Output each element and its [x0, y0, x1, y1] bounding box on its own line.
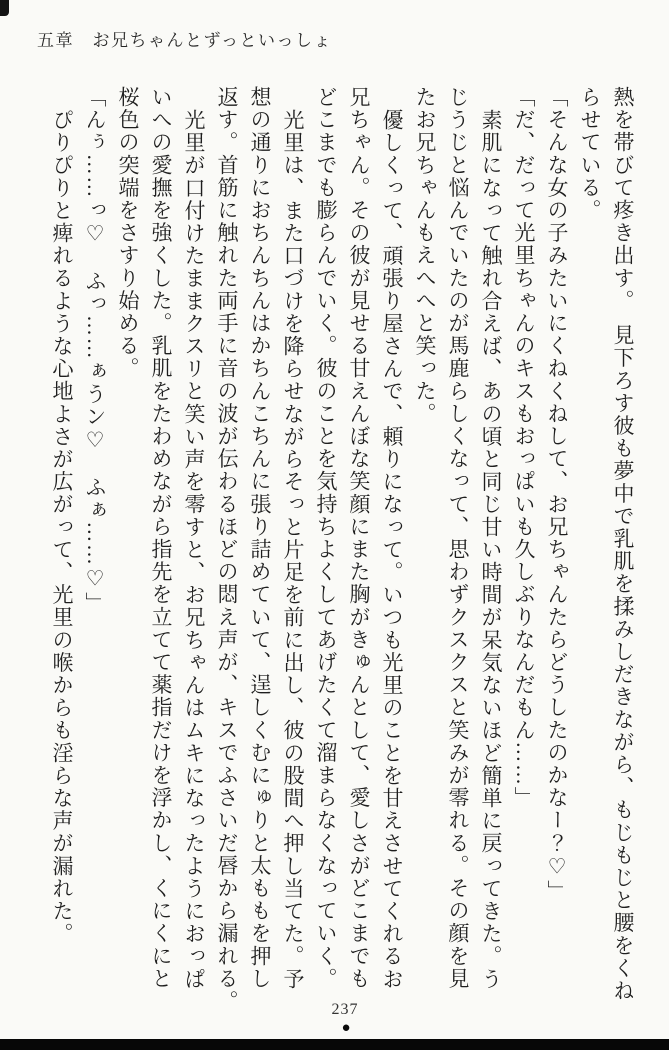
text-column: 素肌になって触れ合えば、あの頃と同じ甘い時間が呆気ないほど簡単に戻ってきた。う [479, 109, 503, 991]
text-column: いへの愛撫を強くした。乳肌をたわめながら指先を立てて薬指だけを浮かし、くにくにと [149, 86, 173, 990]
text-column: 光里が口付けたままクスリと笑い声を零すと、お兄ちゃんはムキになったようにおっぱ [182, 109, 206, 991]
text-column: 「そんな女の子みたいにくねくねして、お兄ちゃんたらどうしたのかなー？♡」 [545, 86, 569, 903]
text-column: 熱を帯びて疼き出す。 見下ろす彼も夢中で乳肌を揉みしだきながら、もじもじと腰をくね [611, 86, 635, 1003]
text-column: 想の通りにおちんちんはかちんこちんに張り詰めていて、逞しくむにゅりと太ももを押し [248, 86, 272, 990]
text-column: どこまでも膨らんでいく。彼のことを気持ちよくしてあげたくて溜まらなくなっていく。 [314, 86, 338, 990]
text-column: ぴりぴりと痺れるような心地よさが広がって、光里の喉からも淫らな声が漏れた。 [50, 109, 74, 946]
scan-edge-bar [0, 1039, 669, 1050]
text-column: 桜色の突端をさすり始める。 [116, 86, 140, 380]
chapter-header: 五章 お兄ちゃんとずっといっしょ [37, 31, 332, 50]
text-column: たお兄ちゃんもえへへと笑った。 [413, 86, 437, 425]
scan-artifact-corner [0, 0, 9, 16]
text-column: らせている。 [578, 86, 602, 222]
text-column: 返す。首筋に触れた両手に音の波が伝わるほどの悶え声が、キスでふさいだ唇から漏れる。 [215, 86, 239, 1013]
text-column: 光里は、また口づけを降らせながらそっと片足を前に出し、彼の股間へ押し当てた。予 [281, 109, 305, 991]
page-number: 237 [331, 1001, 359, 1018]
text-column: 「だ、だって光里ちゃんのキスもおっぱいも久しぶりなんだもん……」 [512, 86, 536, 810]
text-column: 優しくって、頑張り屋さんで、頼りになって。いつも光里のことを甘えさせてくれるお [380, 109, 404, 991]
body-text [45, 86, 639, 1016]
page-marker-dot: ● [341, 1020, 351, 1036]
text-column: 「んぅ……っ♡ ふっ……ぁうン♡ ふぁ……♡」 [83, 86, 107, 615]
text-column: 兄ちゃん。その彼が見せる甘えんぼな笑顔にまた胸がきゅんとして、愛しさがどこまでも [347, 86, 371, 990]
text-column: じうじと悩んでいたのが馬鹿らしくなって、思わずクスクスと笑みが零れる。その顔を見 [446, 86, 470, 990]
